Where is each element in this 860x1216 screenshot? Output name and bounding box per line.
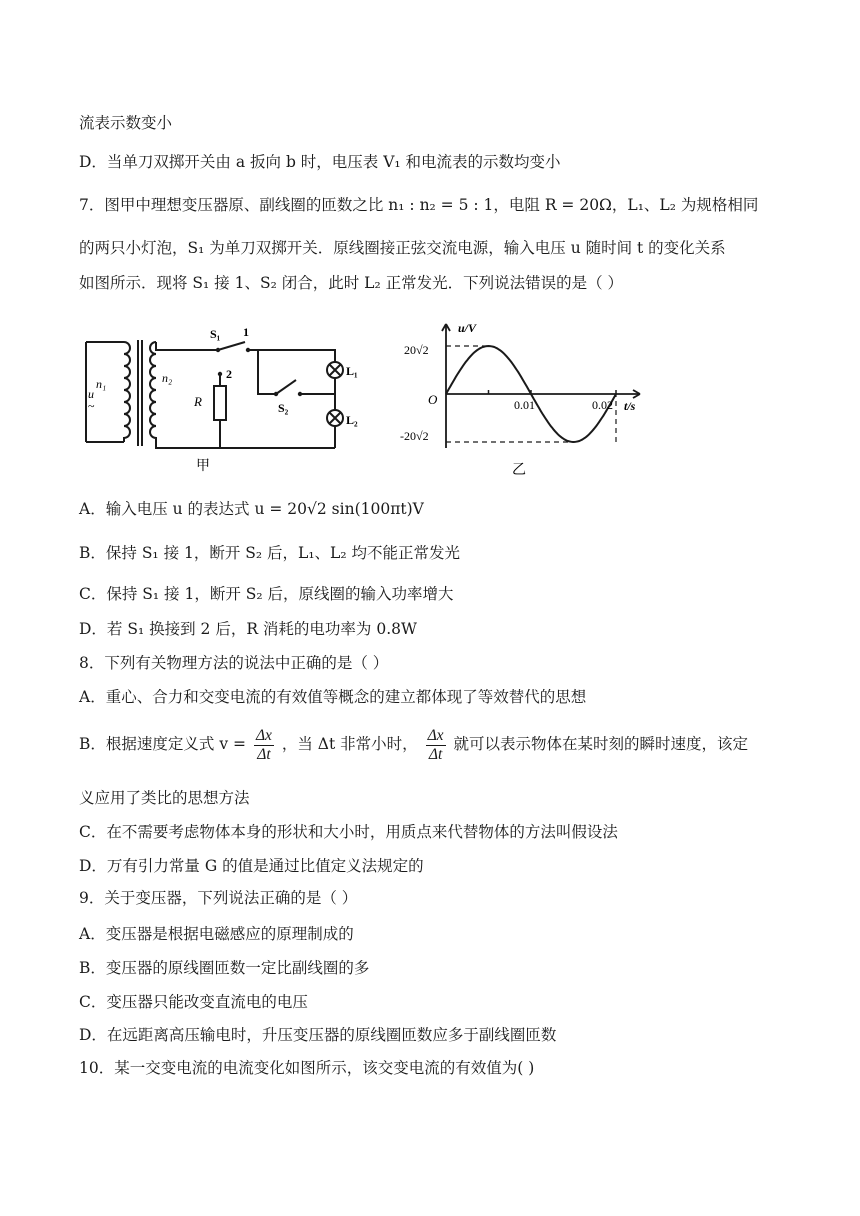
question-7-stem: 如图所示．现将 S₁ 接 1、S₂ 闭合，此时 L₂ 正常发光．下列说法错误的是（ ） xyxy=(79,274,624,292)
text-line: 流表示数变小 xyxy=(79,114,173,132)
fraction-numerator: Δx xyxy=(427,726,444,744)
x-axis-label: t/s xyxy=(624,399,636,413)
option-B-continued: 义应用了类比的思想方法 xyxy=(79,789,250,807)
option-B: B．保持 S₁ 接 1，断开 S₂ 后，L₁、L₂ 均不能正常发光 xyxy=(79,544,460,562)
question-10-stem: 10．某一交变电流的电流变化如图所示，该交变电流的有效值为( ) xyxy=(79,1059,535,1077)
option-B-text: 就可以表示物体在某时刻的瞬时速度，该定 xyxy=(453,735,749,753)
option-C: C．变压器只能改变直流电的电压 xyxy=(79,993,308,1011)
option-D: D．在远距离高压输电时，升压变压器的原线圈匝数应多于副线圈匝数 xyxy=(79,1026,557,1044)
option-D: D．万有引力常量 G 的值是通过比值定义法规定的 xyxy=(79,857,424,875)
origin-label: O xyxy=(428,392,438,407)
y-axis-label: u/V xyxy=(458,321,477,335)
question-7-stem: 7．图甲中理想变压器原、副线圈的匝数之比 n₁ : n₂ = 5 : 1，电阻 R = 20Ω，L₁、L₂ 为规格相同 xyxy=(79,196,759,214)
fraction-denominator: Δt xyxy=(428,745,443,763)
circuit-diagram xyxy=(80,320,370,480)
question-9-stem: 9．关于变压器，下列说法正确的是（ ） xyxy=(79,889,358,907)
y-tick-min: -20√2 xyxy=(400,429,429,443)
option-B-text: ，当 Δt 非常小时， xyxy=(281,735,418,753)
figure-caption-yi: 乙 xyxy=(512,463,526,478)
question-7-stem: 的两只小灯泡，S₁ 为单刀双掷开关．原线圈接正弦交流电源，输入电压 u 随时间 t 的变化关系 xyxy=(79,239,726,257)
fraction-denominator: Δt xyxy=(257,745,271,763)
label-node-1: 1 xyxy=(243,325,249,339)
label-L1: L₁ xyxy=(346,364,358,378)
label-S1: S₁ xyxy=(210,327,221,341)
question-8-stem: 8．下列有关物理方法的说法中正确的是（ ） xyxy=(79,654,389,672)
option-B-text: B．根据速度定义式 v = xyxy=(79,735,246,753)
option-B xyxy=(79,724,748,764)
option-A: A．变压器是根据电磁感应的原理制成的 xyxy=(79,925,354,943)
fraction-dx-dt xyxy=(426,727,446,764)
y-tick-max: 20√2 xyxy=(404,343,429,357)
option-B: B．变压器的原线圈匝数一定比副线圈的多 xyxy=(79,959,370,977)
label-S2: S₂ xyxy=(278,401,289,415)
x-tick-0.02: 0.02 xyxy=(592,398,613,412)
x-tick-0.01: 0.01 xyxy=(514,398,535,412)
figure-caption-jia: 甲 xyxy=(196,459,210,474)
option-text: D．当单刀双掷开关由 a 扳向 b 时，电压表 V₁ 和电流表的示数均变小 xyxy=(79,153,561,171)
option-C: C．在不需要考虑物体本身的形状和大小时，用质点来代替物体的方法叫假设法 xyxy=(79,823,618,841)
option-D: D．若 S₁ 换接到 2 后，R 消耗的电功率为 0.8W xyxy=(79,620,417,638)
label-n2: n₂ xyxy=(162,371,173,385)
option-A: A．重心、合力和交变电流的有效值等概念的建立都体现了等效替代的思想 xyxy=(79,688,587,706)
label-R: R xyxy=(194,394,202,409)
option-A: A．输入电压 u 的表达式 u = 20√2 sin(100πt)V xyxy=(79,500,424,518)
voltage-time-graph xyxy=(390,318,660,484)
fraction-numerator: Δx xyxy=(255,726,272,744)
option-C: C．保持 S₁ 接 1，断开 S₂ 后，原线圈的输入功率增大 xyxy=(79,585,454,603)
label-node-2: 2 xyxy=(226,367,232,381)
fraction-dx-dt xyxy=(254,727,274,764)
label-L2: L₂ xyxy=(346,413,358,427)
label-u: u xyxy=(88,387,94,401)
label-n1: n₁ xyxy=(96,377,107,391)
ac-source-symbol: ~ xyxy=(88,399,95,413)
